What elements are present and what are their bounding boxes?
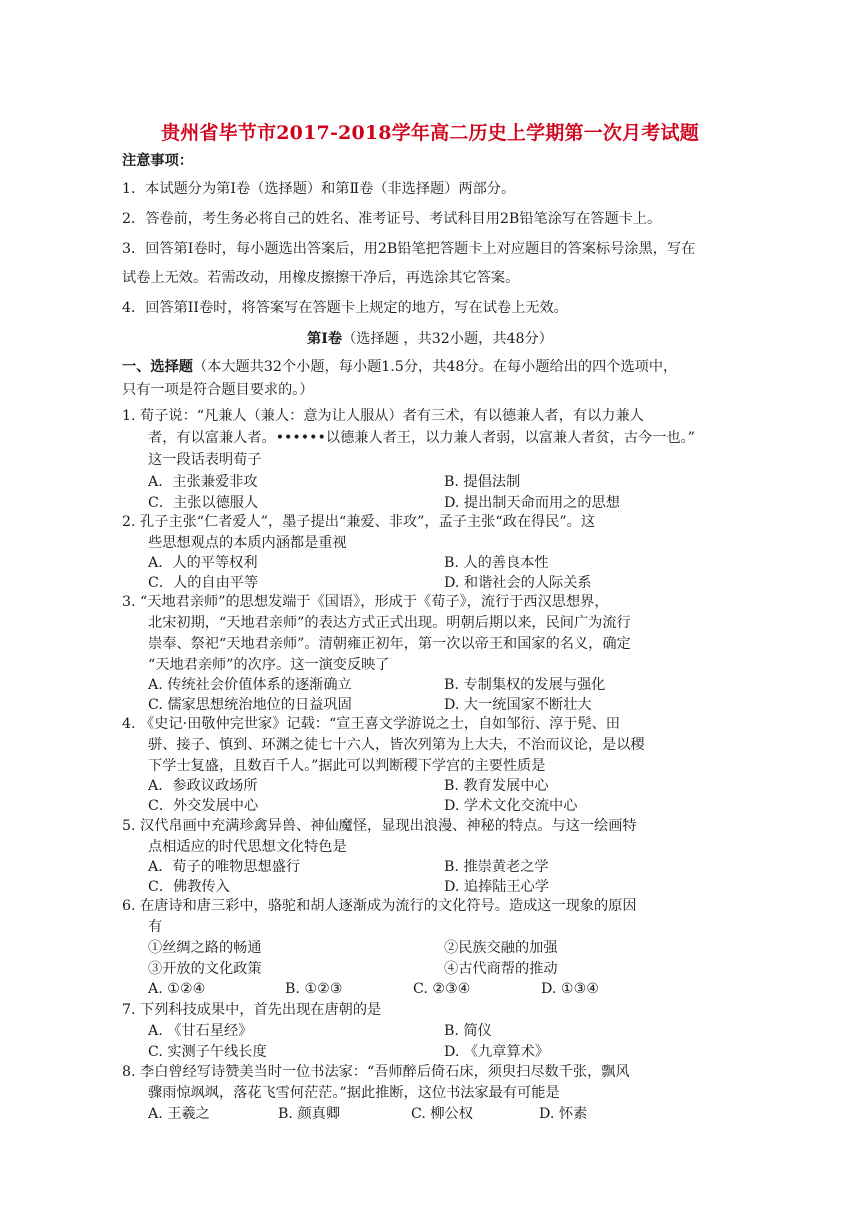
part-heading bbox=[122, 357, 677, 377]
notice-item: 3．回答第Ⅰ卷时，每小题选出答案后，用2B铅笔把答题卡上对应题目的答案标号涂黑，写在 bbox=[122, 241, 696, 257]
question-3-option: D. 大一统国家不断壮大 bbox=[444, 697, 592, 713]
question-6-option: ③开放的文化政策 bbox=[148, 961, 262, 977]
question-1-stem: 这一段话表明荀子 bbox=[148, 452, 262, 468]
question-3-stem: “天地君亲师”的次序。这一演变反映了 bbox=[148, 657, 390, 673]
part-heading-line2: 只有一项是符合题目要求的。） bbox=[122, 382, 314, 398]
question-4-stem: 4. 《史记·田敬仲完世家》记载：“宣王喜文学游说之士，自如邹衍、淳于髡、田 bbox=[122, 716, 620, 732]
question-5-option: C．佛教传入 bbox=[148, 879, 230, 895]
notice-item: 2．答卷前，考生务必将自己的姓名、准考证号、考试科目用2B铅笔涂写在答题卡上。 bbox=[122, 211, 662, 227]
question-8-stem: 8. 李白曾经写诗赞美当时一位书法家：“吾师醉后倚石床，须臾扫尽数千张，飘风 bbox=[122, 1064, 630, 1080]
question-2-option: A．人的平等权利 bbox=[148, 555, 258, 571]
notice-heading: 注意事项： bbox=[122, 153, 193, 169]
question-5-option: A．荀子的唯物思想盛行 bbox=[148, 859, 301, 875]
notice-item: 1．本试题分为第Ⅰ卷（选择题）和第Ⅱ卷（非选择题）两部分。 bbox=[122, 181, 516, 197]
part-heading-rest: （本大题共32个小题，每小题1.5分，共48分。在每小题给出的四个选项中， bbox=[192, 359, 678, 375]
question-8-answer: B. 颜真卿 bbox=[278, 1106, 341, 1122]
question-2-stem: 些思想观点的本质内涵都是重视 bbox=[148, 535, 347, 551]
question-5-stem: 点相适应的时代思想文化特色是 bbox=[148, 839, 347, 855]
exam-title: 贵州省毕节市2017-2018学年高二历史上学期第一次月考试题 bbox=[161, 122, 699, 144]
question-6-answer: C. ②③④ bbox=[413, 981, 471, 997]
notice-item: 试卷上无效。若需改动，用橡皮擦擦干净后，再选涂其它答案。 bbox=[122, 270, 520, 286]
question-4-option: C．外交发展中心 bbox=[148, 798, 259, 814]
question-7-option: B. 简仪 bbox=[444, 1023, 492, 1039]
question-1-option: C．主张以德服人 bbox=[148, 495, 259, 511]
question-8-answer: C. 柳公权 bbox=[411, 1106, 473, 1122]
question-5-option: B. 推崇黄老之学 bbox=[444, 859, 549, 875]
question-4-option: D. 学术文化交流中心 bbox=[444, 798, 578, 814]
question-2-option: D. 和谐社会的人际关系 bbox=[444, 575, 592, 591]
question-3-stem: 北宋初期，“天地君亲师”的表达方式正式出现。明朝后期以来，民间广为流行 bbox=[148, 615, 631, 631]
question-2-option: C．人的自由平等 bbox=[148, 575, 259, 591]
question-1-stem: 者，有以富兼人者。••••••以德兼人者王，以力兼人者弱，以富兼人者贫，古今一也。” bbox=[148, 430, 695, 446]
question-7-stem: 7. 下列科技成果中，首先出现在唐朝的是 bbox=[122, 1002, 382, 1018]
question-6-option: ④古代商帮的推动 bbox=[444, 961, 558, 977]
question-5-option: D. 追捧陆王心学 bbox=[444, 879, 550, 895]
section-heading bbox=[0, 329, 860, 349]
question-6-stem: 有 bbox=[148, 919, 163, 935]
question-6-option: ①丝绸之路的畅通 bbox=[148, 940, 262, 956]
question-3-stem: 崇奉、祭祀“天地君亲师”。清朝雍正初年，第一次以帝王和国家的名义，确定 bbox=[148, 636, 631, 652]
question-8-stem: 骤雨惊飒飒，落花飞雪何茫茫。”据此推断，这位书法家最有可能是 bbox=[148, 1085, 560, 1101]
question-8-answer: D. 怀素 bbox=[539, 1106, 588, 1122]
question-6-stem: 6. 在唐诗和唐三彩中，骆驼和胡人逐渐成为流行的文化符号。造成这一现象的原因 bbox=[122, 898, 637, 914]
question-4-option: B. 教育发展中心 bbox=[444, 778, 549, 794]
question-1-option: B. 提倡法制 bbox=[444, 474, 521, 490]
question-7-option: C. 实测子午线长度 bbox=[148, 1044, 267, 1060]
question-1-stem: 1. 荀子说：“凡兼人（兼人：意为让人服从）者有三术，有以德兼人者，有以力兼人 bbox=[122, 408, 644, 424]
part-heading-bold: 一、选择题 bbox=[122, 359, 193, 375]
question-4-option: A．参政议政场所 bbox=[148, 778, 258, 794]
question-5-stem: 5. 汉代帛画中充满珍禽异兽、神仙魔怪，显现出浪漫、神秘的特点。与这一绘画特 bbox=[122, 818, 637, 834]
question-2-option: B. 人的善良本性 bbox=[444, 555, 549, 571]
question-3-stem: 3. “天地君亲师”的思想发端于《国语》，形成于《荀子》，流行于西汉思想界， bbox=[122, 594, 609, 610]
notice-item: 4．回答第II卷时，将答案写在答题卡上规定的地方，写在试卷上无效。 bbox=[122, 300, 568, 316]
question-6-answer: D. ①③④ bbox=[541, 981, 600, 997]
question-1-option: A．主张兼爱非攻 bbox=[148, 474, 258, 490]
section-heading-bold: 第Ⅰ卷 bbox=[307, 331, 343, 347]
question-6-answer: A. ①②④ bbox=[148, 981, 206, 997]
question-2-stem: 2. 孔子主张“仁者爱人”，墨子提出“兼爱、非攻”，孟子主张“政在得民”。这 bbox=[122, 514, 596, 530]
question-3-option: B. 专制集权的发展与强化 bbox=[444, 677, 606, 693]
question-3-option: A. 传统社会价值体系的逐渐确立 bbox=[148, 677, 352, 693]
question-7-option: A. 《甘石星经》 bbox=[148, 1023, 253, 1039]
question-6-answer: B. ①②③ bbox=[285, 981, 343, 997]
question-3-option: C. 儒家思想统治地位的日益巩固 bbox=[148, 697, 352, 713]
question-4-stem: 下学士复盛，且数百千人。”据此可以判断稷下学宫的主要性质是 bbox=[148, 758, 546, 774]
section-heading-rest: （选择题 ，共32小题，共48分） bbox=[342, 331, 553, 347]
question-7-option: D. 《九章算术》 bbox=[444, 1044, 550, 1060]
question-1-option: D. 提出制天命而用之的思想 bbox=[444, 495, 620, 511]
question-4-stem: 骈、接子、慎到、环渊之徒七十六人，皆次列第为上大夫，不治而议论，是以稷 bbox=[148, 737, 645, 753]
question-6-option: ②民族交融的加强 bbox=[444, 940, 558, 956]
question-8-answer: A. 王羲之 bbox=[148, 1106, 210, 1122]
